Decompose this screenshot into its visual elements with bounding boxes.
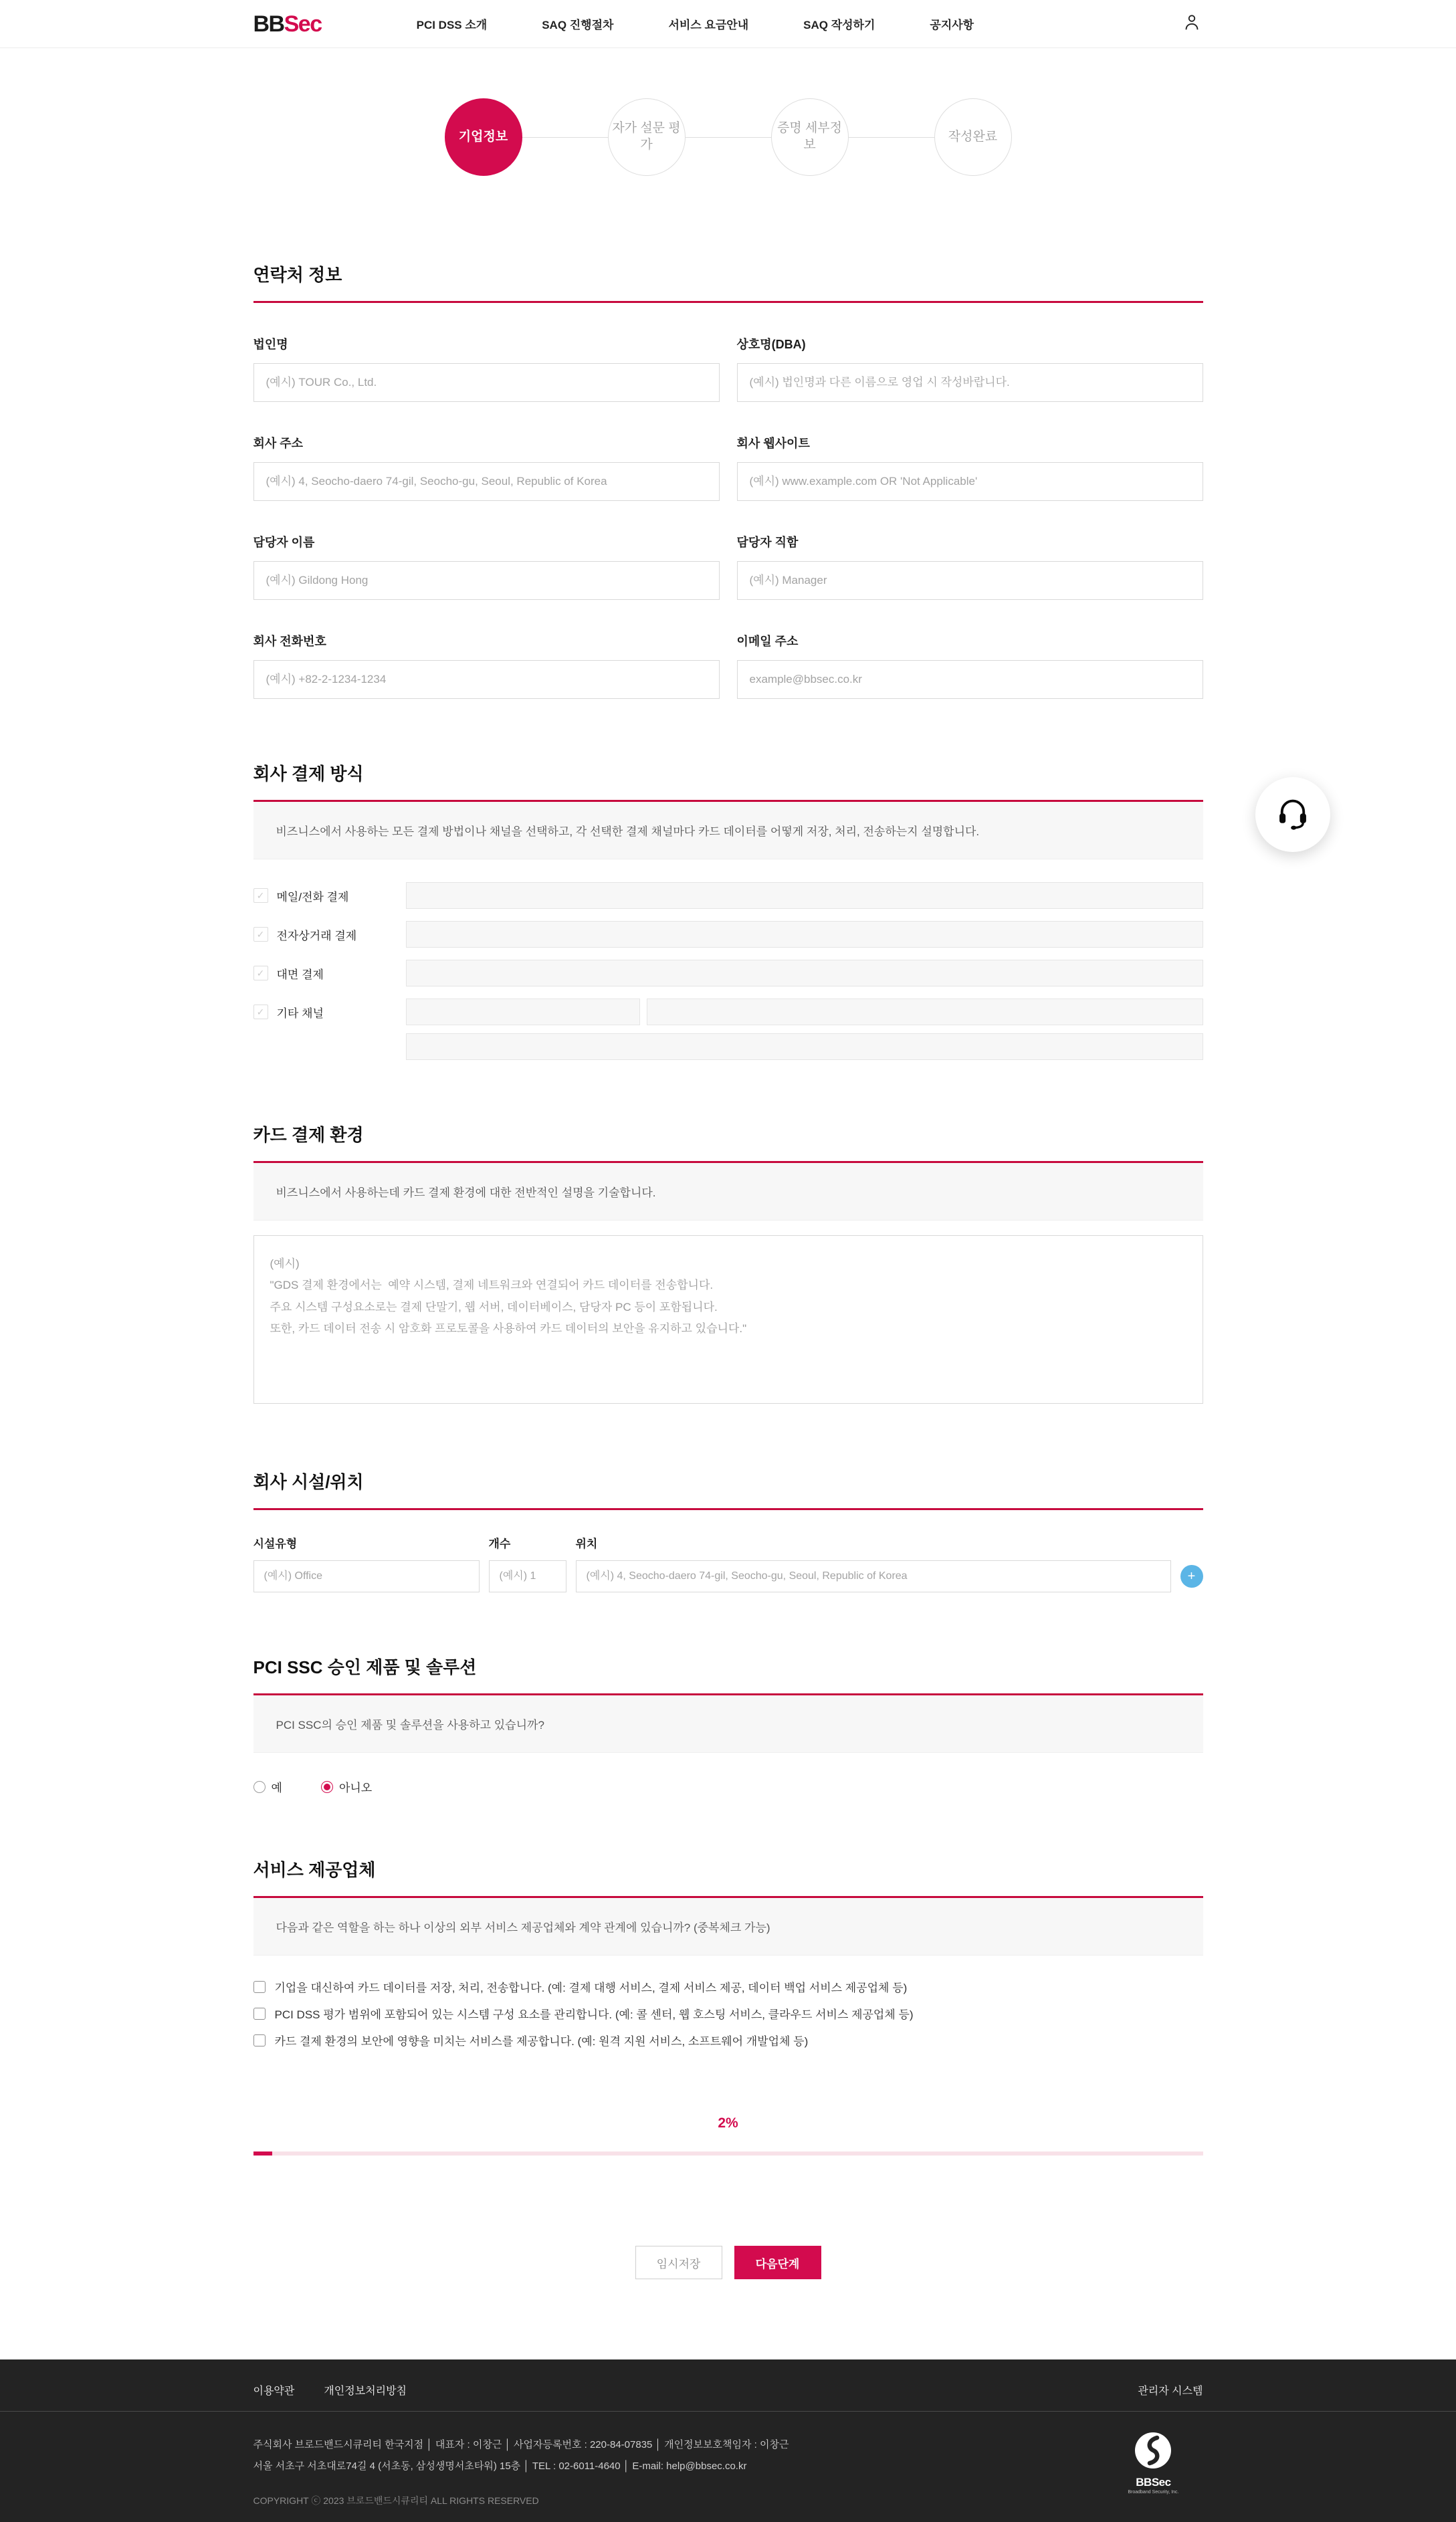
admin-system-link[interactable]: 관리자 시스템 [1138,2386,1203,2397]
footer-bbsec-logo [1128,2432,1178,2495]
progress-percent-label: 2% [718,2115,738,2131]
header [0,0,1456,48]
user-icon [1182,12,1202,35]
footer-logo-text: BBSec [1136,2476,1171,2489]
footer-logo-tagline: Broadband Security, Inc. [1128,2490,1179,2495]
channel-label: 메일/전화 결제 [276,890,349,904]
channel-row-other [253,999,1203,1025]
copyright-text: COPYRIGHT ⓒ 2023 브로드밴드시큐리티 ALL RIGHTS RESERVED [253,2495,539,2506]
add-facility-button[interactable]: + [1180,1565,1203,1588]
step-attestation-details[interactable]: 증명 세부정보 [771,98,849,176]
bbsec-logo[interactable] [253,13,322,35]
next-step-button[interactable]: 다음단계 [734,2246,821,2279]
card-present-checkbox[interactable]: ✓ [253,966,268,980]
progress-track [253,2151,1203,2156]
card-present-detail-input[interactable] [406,960,1203,986]
footer [0,2359,1456,2522]
company-info-line-1: 주식회사 브로드밴드시큐리티 한국지점 │ 대표자 : 이창근 │ 사업자등록번호 : 220-84-07835 │ 개인정보보호책임자 : 이창근 [253,2439,789,2450]
ecommerce-checkbox[interactable]: ✓ [253,927,268,942]
field-label: 회사 주소 [253,437,304,450]
field-company-website [737,402,1203,501]
nav-item-saq-process[interactable]: SAQ 진행절차 [542,19,614,31]
dba-name-input[interactable] [737,363,1203,402]
section-facilities [253,1469,1203,1592]
field-label: 법인명 [253,338,288,351]
facility-type-label: 시설유형 [253,1538,298,1550]
step-connector [849,137,934,138]
other-channel-detail-input[interactable] [647,999,1203,1025]
facility-count-input[interactable] [489,1560,566,1592]
channel-label: 전자상거래 결제 [276,929,357,942]
option-label: 카드 결제 환경의 보안에 영향을 미치는 서비스를 제공합니다. (예: 원격 지원 서비스, 소프트웨어 개발업체 등) [274,2035,809,2048]
facility-type-field [253,1534,480,1592]
footer-links [253,2382,407,2398]
section-card-environment [253,1122,1203,1407]
store-process-transmit-checkbox[interactable] [253,1981,266,1993]
other-channel-checkbox[interactable]: ✓ [253,1005,268,1019]
ecommerce-detail-input[interactable] [406,921,1203,948]
section-title-pci-ssc: PCI SSC 승인 제품 및 솔루션 [253,1657,477,1677]
terms-of-use-link[interactable]: 이용약관 [253,2386,295,2397]
corporate-name-input[interactable] [253,363,720,402]
logo-bb: BB [253,11,284,37]
user-account-button[interactable] [1180,13,1203,35]
field-label: 회사 웹사이트 [736,437,810,450]
service-provider-option-3 [253,2032,1203,2048]
bbsec-mark-icon [1134,2460,1172,2472]
radio-option-yes[interactable] [253,1778,282,1795]
section-rule [253,1508,1203,1510]
mail-phone-detail-input[interactable] [406,882,1203,909]
payment-description: 비즈니스에서 사용하는 모든 결제 방법이나 채널을 선택하고, 각 선택한 결제 채널마다 카드 데이터를 어떻게 저장, 처리, 전송하는지 설명합니다. [253,802,1203,859]
section-service-providers [253,1857,1203,2048]
headset-icon [1275,796,1310,834]
privacy-policy-link[interactable]: 개인정보처리방침 [324,2386,407,2397]
service-providers-question: 다음과 같은 역할을 하는 하나 이상의 외부 서비스 제공업체와 계약 관계에 있습니까? (중복체크 가능) [253,1898,1203,1956]
other-channel-extra-input[interactable] [406,1033,1203,1060]
field-contact-title [737,501,1203,600]
field-label: 이메일 주소 [736,635,799,648]
facility-type-input[interactable] [253,1560,480,1592]
facility-location-input[interactable] [576,1560,1171,1592]
affect-security-checkbox[interactable] [253,2034,266,2046]
section-title-payment: 회사 결제 방식 [253,764,364,784]
step-connector [686,137,771,138]
step-company-info[interactable]: 기업정보 [445,98,522,176]
yes-radio-label: 예 [271,1782,282,1794]
channel-row-other-extra [406,1033,1203,1060]
facility-location-field [576,1534,1171,1592]
channel-row-ecommerce [253,921,1203,948]
no-radio-label: 아니오 [338,1782,373,1794]
service-provider-option-2 [253,2005,1203,2022]
facility-location-label: 위치 [575,1538,598,1550]
mail-phone-checkbox[interactable]: ✓ [253,888,268,903]
no-radio[interactable] [321,1781,333,1793]
facility-count-label: 개수 [488,1538,511,1550]
section-title-card-env: 카드 결제 환경 [253,1125,364,1145]
field-label: 담당자 직함 [736,536,799,549]
channel-row-mail-phone [253,882,1203,909]
channel-label: 대면 결제 [276,968,324,981]
field-email-address [737,600,1203,699]
section-contact-info [253,261,1203,699]
channel-label: 기타 채널 [276,1007,324,1020]
option-label: 기업을 대신하여 카드 데이터를 저장, 처리, 전송합니다. (예: 결제 대행 서비스, 결제 서비스 제공, 데이터 백업 서비스 제공업체 등) [274,1982,908,1994]
card-env-description: 비즈니스에서 사용하는데 카드 결제 환경에 대한 전반적인 설명을 기술합니다. [253,1163,1203,1221]
section-title-contact: 연락처 정보 [253,265,342,285]
radio-option-no[interactable] [321,1778,372,1795]
card-env-textarea[interactable] [253,1235,1203,1404]
yes-radio[interactable] [253,1781,266,1793]
nav-item-service-pricing[interactable]: 서비스 요금안내 [668,19,749,31]
field-company-address [253,402,720,501]
contact-title-input[interactable] [737,561,1203,600]
nav-item-pci-dss-intro[interactable]: PCI DSS 소개 [416,19,488,31]
progress-fill [253,2151,272,2156]
option-label: PCI DSS 평가 범위에 포함되어 있는 시스템 구성 요소를 관리합니다. (예: 콜 센터, 웹 호스팅 서비스, 클라우드 서비스 제공업체 등) [274,2008,914,2021]
company-info-line-2: 서울 서초구 서초대로74길 4 (서초동, 삼성생명서초타워) 15층 │ TEL : 02-6011-4640 │ E-mail: help@bbsec.co.kr [253,2460,747,2472]
company-website-input[interactable] [737,462,1203,501]
field-label: 상호명(DBA) [736,338,806,351]
temp-save-button[interactable]: 임시저장 [635,2246,722,2279]
section-pci-ssc [253,1654,1203,1795]
nav-item-notice[interactable]: 공지사항 [930,19,974,31]
contact-name-input[interactable] [253,561,720,600]
step-self-assessment[interactable]: 자가 설문 평가 [608,98,686,176]
main-nav [417,15,974,32]
form-actions [253,2246,1203,2279]
customer-support-button[interactable] [1255,777,1330,852]
field-contact-name [253,501,720,600]
field-dba-name [737,303,1203,402]
facility-count-field [489,1534,566,1592]
nav-item-saq-write[interactable]: SAQ 작성하기 [803,19,875,31]
section-payment-methods [253,760,1203,1060]
company-phone-input[interactable] [253,660,720,699]
logo-sec: Sec [284,11,322,37]
company-address-input[interactable] [253,462,720,501]
field-label: 회사 전화번호 [253,635,326,648]
other-channel-name-input[interactable] [406,999,640,1025]
progress-steps [0,98,1456,176]
service-provider-option-1 [253,1978,1203,1995]
field-label: 담당자 이름 [253,536,315,549]
field-corporate-name [253,303,720,402]
field-company-phone [253,600,720,699]
channel-row-card-present [253,960,1203,986]
section-title-service-providers: 서비스 제공업체 [253,1860,376,1880]
pci-ssc-question: PCI SSC의 승인 제품 및 솔루션을 사용하고 있습니까? [253,1695,1203,1753]
email-address-input[interactable] [737,660,1203,699]
step-complete[interactable]: 작성완료 [934,98,1012,176]
manage-components-checkbox[interactable] [253,2008,266,2020]
step-connector [522,137,608,138]
section-title-facilities: 회사 시설/위치 [253,1472,364,1492]
completion-progress [253,2115,1203,2156]
